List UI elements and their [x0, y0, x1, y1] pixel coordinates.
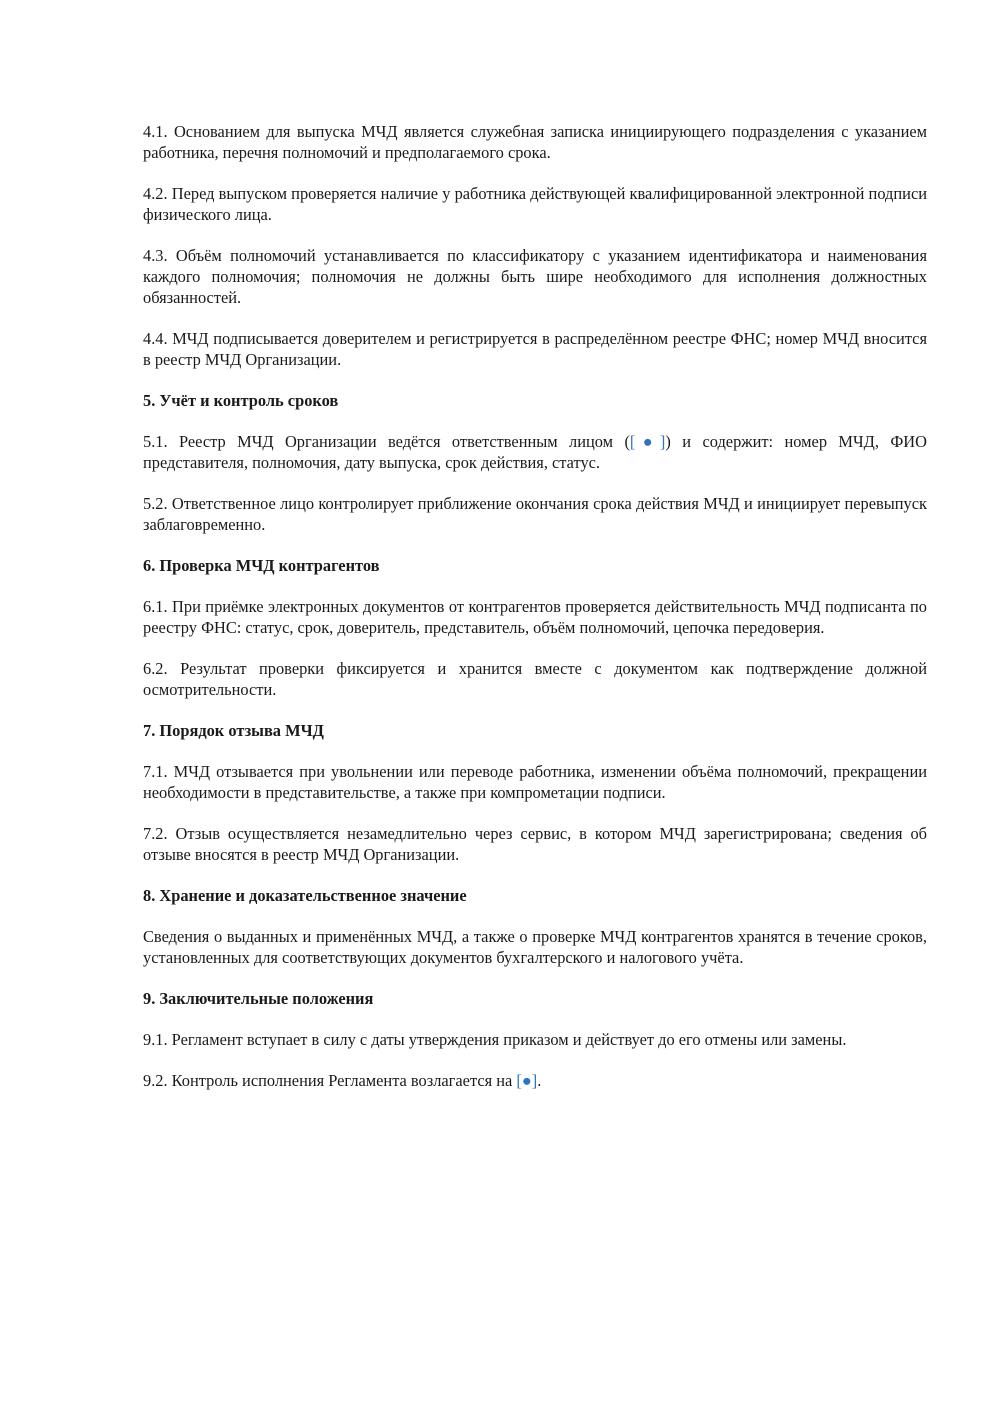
- section-5-heading: 5. Учёт и контроль сроков: [143, 391, 339, 410]
- clause-9-2: [143, 1070, 927, 1091]
- clause-4-3: 4.3. Объём полномочий устанавливается по классификатору с указанием идентификатора и наименования каждого полномочия; полномочия не должны быть шире необходимого для исполнения должностных обязанностей.: [143, 246, 927, 307]
- clause-5-2: 5.2. Ответственное лицо контролирует приближение окончания срока действия МЧД и инициирует перевыпуск заблаговременно.: [143, 494, 927, 534]
- section-7-heading: 7. Порядок отзыва МЧД: [143, 721, 324, 740]
- clause-9-2-text-end: .: [537, 1071, 542, 1090]
- section-8-heading: 8. Хранение и доказательственное значение: [143, 886, 467, 905]
- section-8-text: Сведения о выданных и применённых МЧД, а также о проверке МЧД контрагентов хранятся в течение сроков, установленных для соответствующих документов бухгалтерского и налогового учёта.: [143, 927, 927, 967]
- responsible-person-placeholder: [●]: [629, 432, 666, 451]
- clause-6-1: 6.1. При приёмке электронных документов от контрагентов проверяется действительность МЧД подписанта по реестру ФНС: статус, срок, доверитель, представитель, объём полномочий, цепочка передоверия.: [143, 597, 927, 637]
- clause-7-2: 7.2. Отзыв осуществляется незамедлительно через сервис, в котором МЧД зарегистрирована; сведения об отзыве вносятся в реестр МЧД Организации.: [143, 824, 927, 864]
- clause-5-1: [143, 431, 927, 473]
- clause-5-1-text-end: ) и содержит: номер МЧД, ФИО представителя, полномочия, дату выпуска, срок действия, статус.: [143, 432, 927, 472]
- clause-9-1: 9.1. Регламент вступает в силу с даты утверждения приказом и действует до его отмены или замены.: [143, 1030, 847, 1049]
- clause-4-1: 4.1. Основанием для выпуска МЧД является служебная записка инициирующего подразделения с указанием работника, перечня полномочий и предполагаемого срока.: [143, 122, 927, 162]
- clause-4-2: 4.2. Перед выпуском проверяется наличие у работника действующей квалифицированной электронной подписи физического лица.: [143, 184, 927, 224]
- clause-4-4: 4.4. МЧД подписывается доверителем и регистрируется в распределённом реестре ФНС; номер МЧД вносится в реестр МЧД Организации.: [143, 329, 927, 369]
- control-person-placeholder: [●]: [516, 1071, 538, 1090]
- section-6-heading: 6. Проверка МЧД контрагентов: [143, 556, 380, 575]
- clause-9-2-text-start: 9.2. Контроль исполнения Регламента возлагается на: [143, 1071, 517, 1090]
- clause-7-1: 7.1. МЧД отзывается при увольнении или переводе работника, изменении объёма полномочий, прекращении необходимости в представительстве, а также при компрометации подписи.: [143, 762, 927, 802]
- document-page: [143, 121, 927, 1111]
- clause-6-2: 6.2. Результат проверки фиксируется и хранится вместе с документом как подтверждение должной осмотрительности.: [143, 659, 927, 699]
- section-9-heading: 9. Заключительные положения: [143, 989, 374, 1008]
- clause-5-1-text-start: 5.1. Реестр МЧД Организации ведётся ответственным лицом (: [143, 432, 630, 451]
